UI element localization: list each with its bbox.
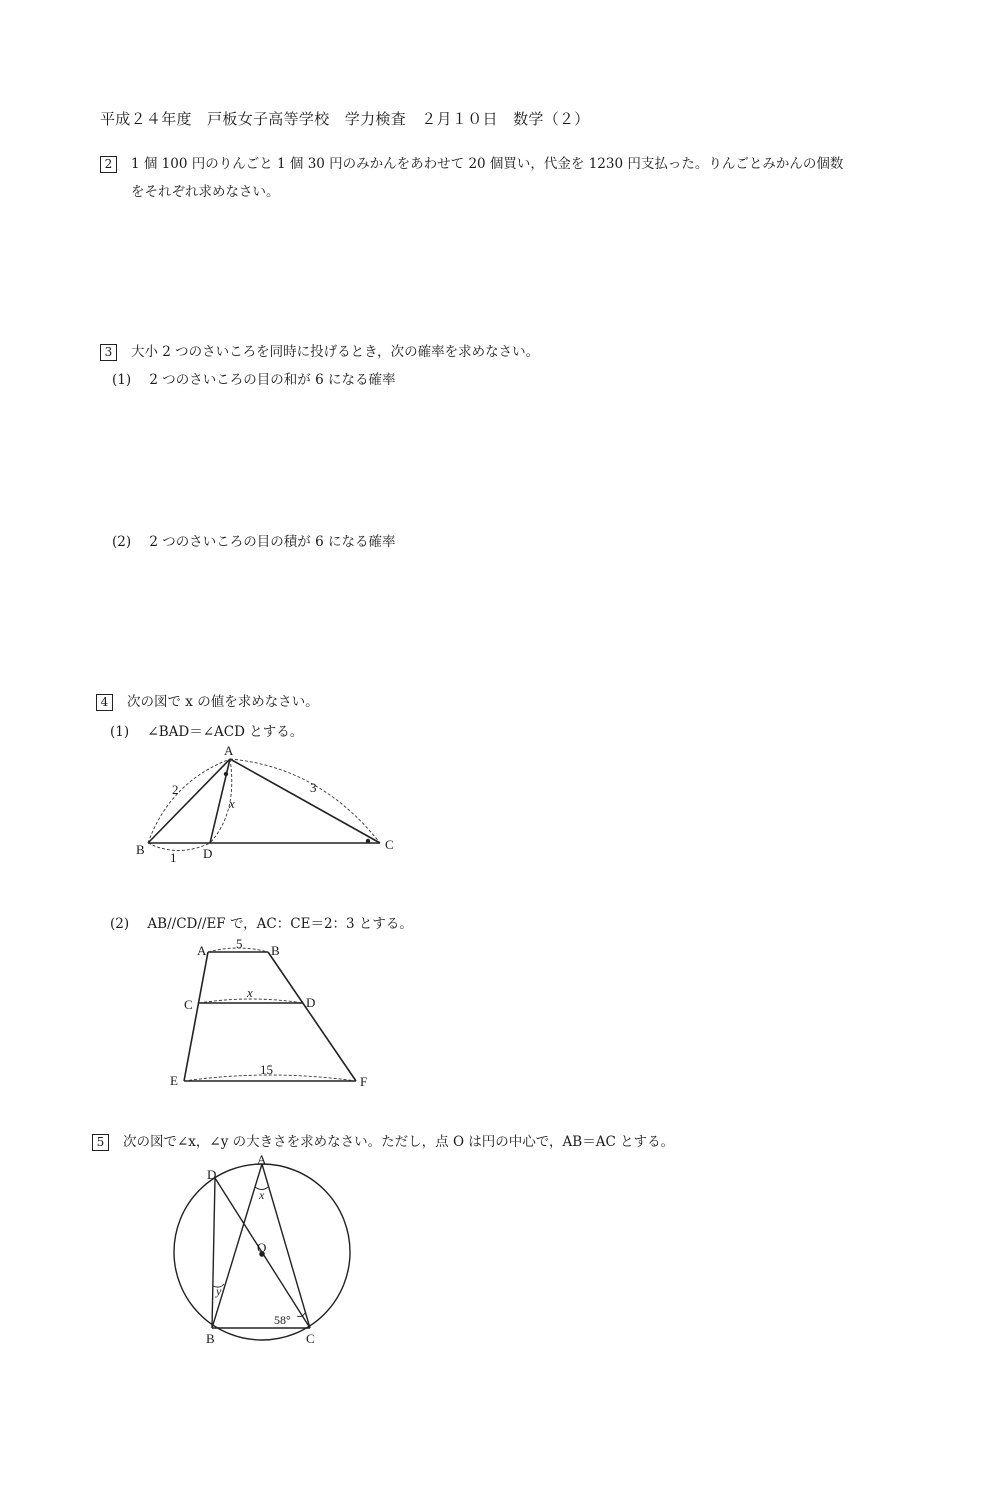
angle-label-y: y	[216, 1284, 222, 1298]
sub-question-label: (1)	[110, 724, 130, 740]
vertex-label-d: D	[207, 1167, 217, 1182]
angle-mark	[366, 839, 370, 843]
vertex-label-e: E	[170, 1073, 178, 1088]
question-text-continued: をそれぞれ求めなさい。	[131, 184, 280, 200]
angle-mark	[224, 772, 228, 776]
circle-figure	[160, 1148, 370, 1348]
question-4	[96, 690, 319, 711]
sub-question-text: AB//CD//EF で，AC：CE＝2：3 とする。	[147, 916, 413, 932]
sub-question-2	[112, 530, 395, 550]
center-label-o: O	[257, 1240, 267, 1255]
sub-question-label: (2)	[110, 916, 130, 932]
triangle-figure	[130, 742, 420, 872]
question-text: 大小 2 つのさいころを同時に投げるとき，次の確率を求めなさい。	[131, 344, 540, 360]
sub-question-1	[110, 720, 303, 740]
length-label-ab: 5	[236, 936, 243, 951]
trapezoid-figure	[160, 935, 390, 1095]
sub-question-1	[112, 368, 395, 388]
length-label-ac: 3	[310, 780, 317, 795]
length-label-cd: x	[247, 985, 253, 1000]
vertex-label-c: C	[306, 1331, 315, 1346]
sub-question-text: 2 つのさいころの目の積が 6 になる確率	[149, 534, 396, 550]
vertex-label-d: D	[203, 846, 213, 861]
question-3	[100, 340, 539, 361]
vertex-label-a: A	[224, 743, 234, 758]
question-text: 1 個 100 円のりんごと 1 個 30 円のみかんをあわせて 20 個買い，代金を 1230 円支払った。りんごとみかんの個数	[131, 156, 844, 172]
vertex-label-c: C	[184, 997, 193, 1012]
question-number: 3	[100, 344, 117, 361]
angle-label-58: 58°	[274, 1313, 291, 1327]
vertex-label-d: D	[306, 995, 316, 1010]
sub-question-label: (1)	[112, 372, 132, 388]
vertex-label-b: B	[271, 943, 280, 958]
length-label-ef: 15	[260, 1062, 273, 1077]
question-number: 2	[100, 156, 117, 173]
question-number: 5	[92, 1134, 109, 1151]
sub-question-text: ∠BAD＝∠ACD とする。	[147, 724, 304, 740]
sub-question-2	[110, 912, 413, 932]
page-title: 平成２４年度 戸板女子高等学校 学力検査 ２月１０日 数学（２）	[100, 110, 590, 128]
vertex-label-b: B	[136, 842, 145, 857]
question-number: 4	[96, 694, 113, 711]
angle-label-x: x	[259, 1188, 265, 1202]
question-text: 次の図で∠x，∠y の大きさを求めなさい。ただし，点 O は円の中心で，AB＝AC とする。	[123, 1134, 675, 1150]
length-label-ab: 2	[172, 782, 179, 797]
question-text: 次の図で x の値を求めなさい。	[127, 694, 319, 710]
vertex-label-a: A	[257, 1152, 267, 1167]
question-2	[100, 152, 843, 173]
vertex-label-a: A	[197, 943, 207, 958]
length-label-ad: x	[229, 796, 235, 811]
vertex-label-b: B	[206, 1331, 215, 1346]
vertex-label-c: C	[385, 837, 394, 852]
sub-question-text: 2 つのさいころの目の和が 6 になる確率	[149, 372, 396, 388]
length-label-bd: 1	[170, 850, 177, 865]
vertex-label-f: F	[360, 1074, 368, 1089]
sub-question-label: (2)	[112, 534, 132, 550]
